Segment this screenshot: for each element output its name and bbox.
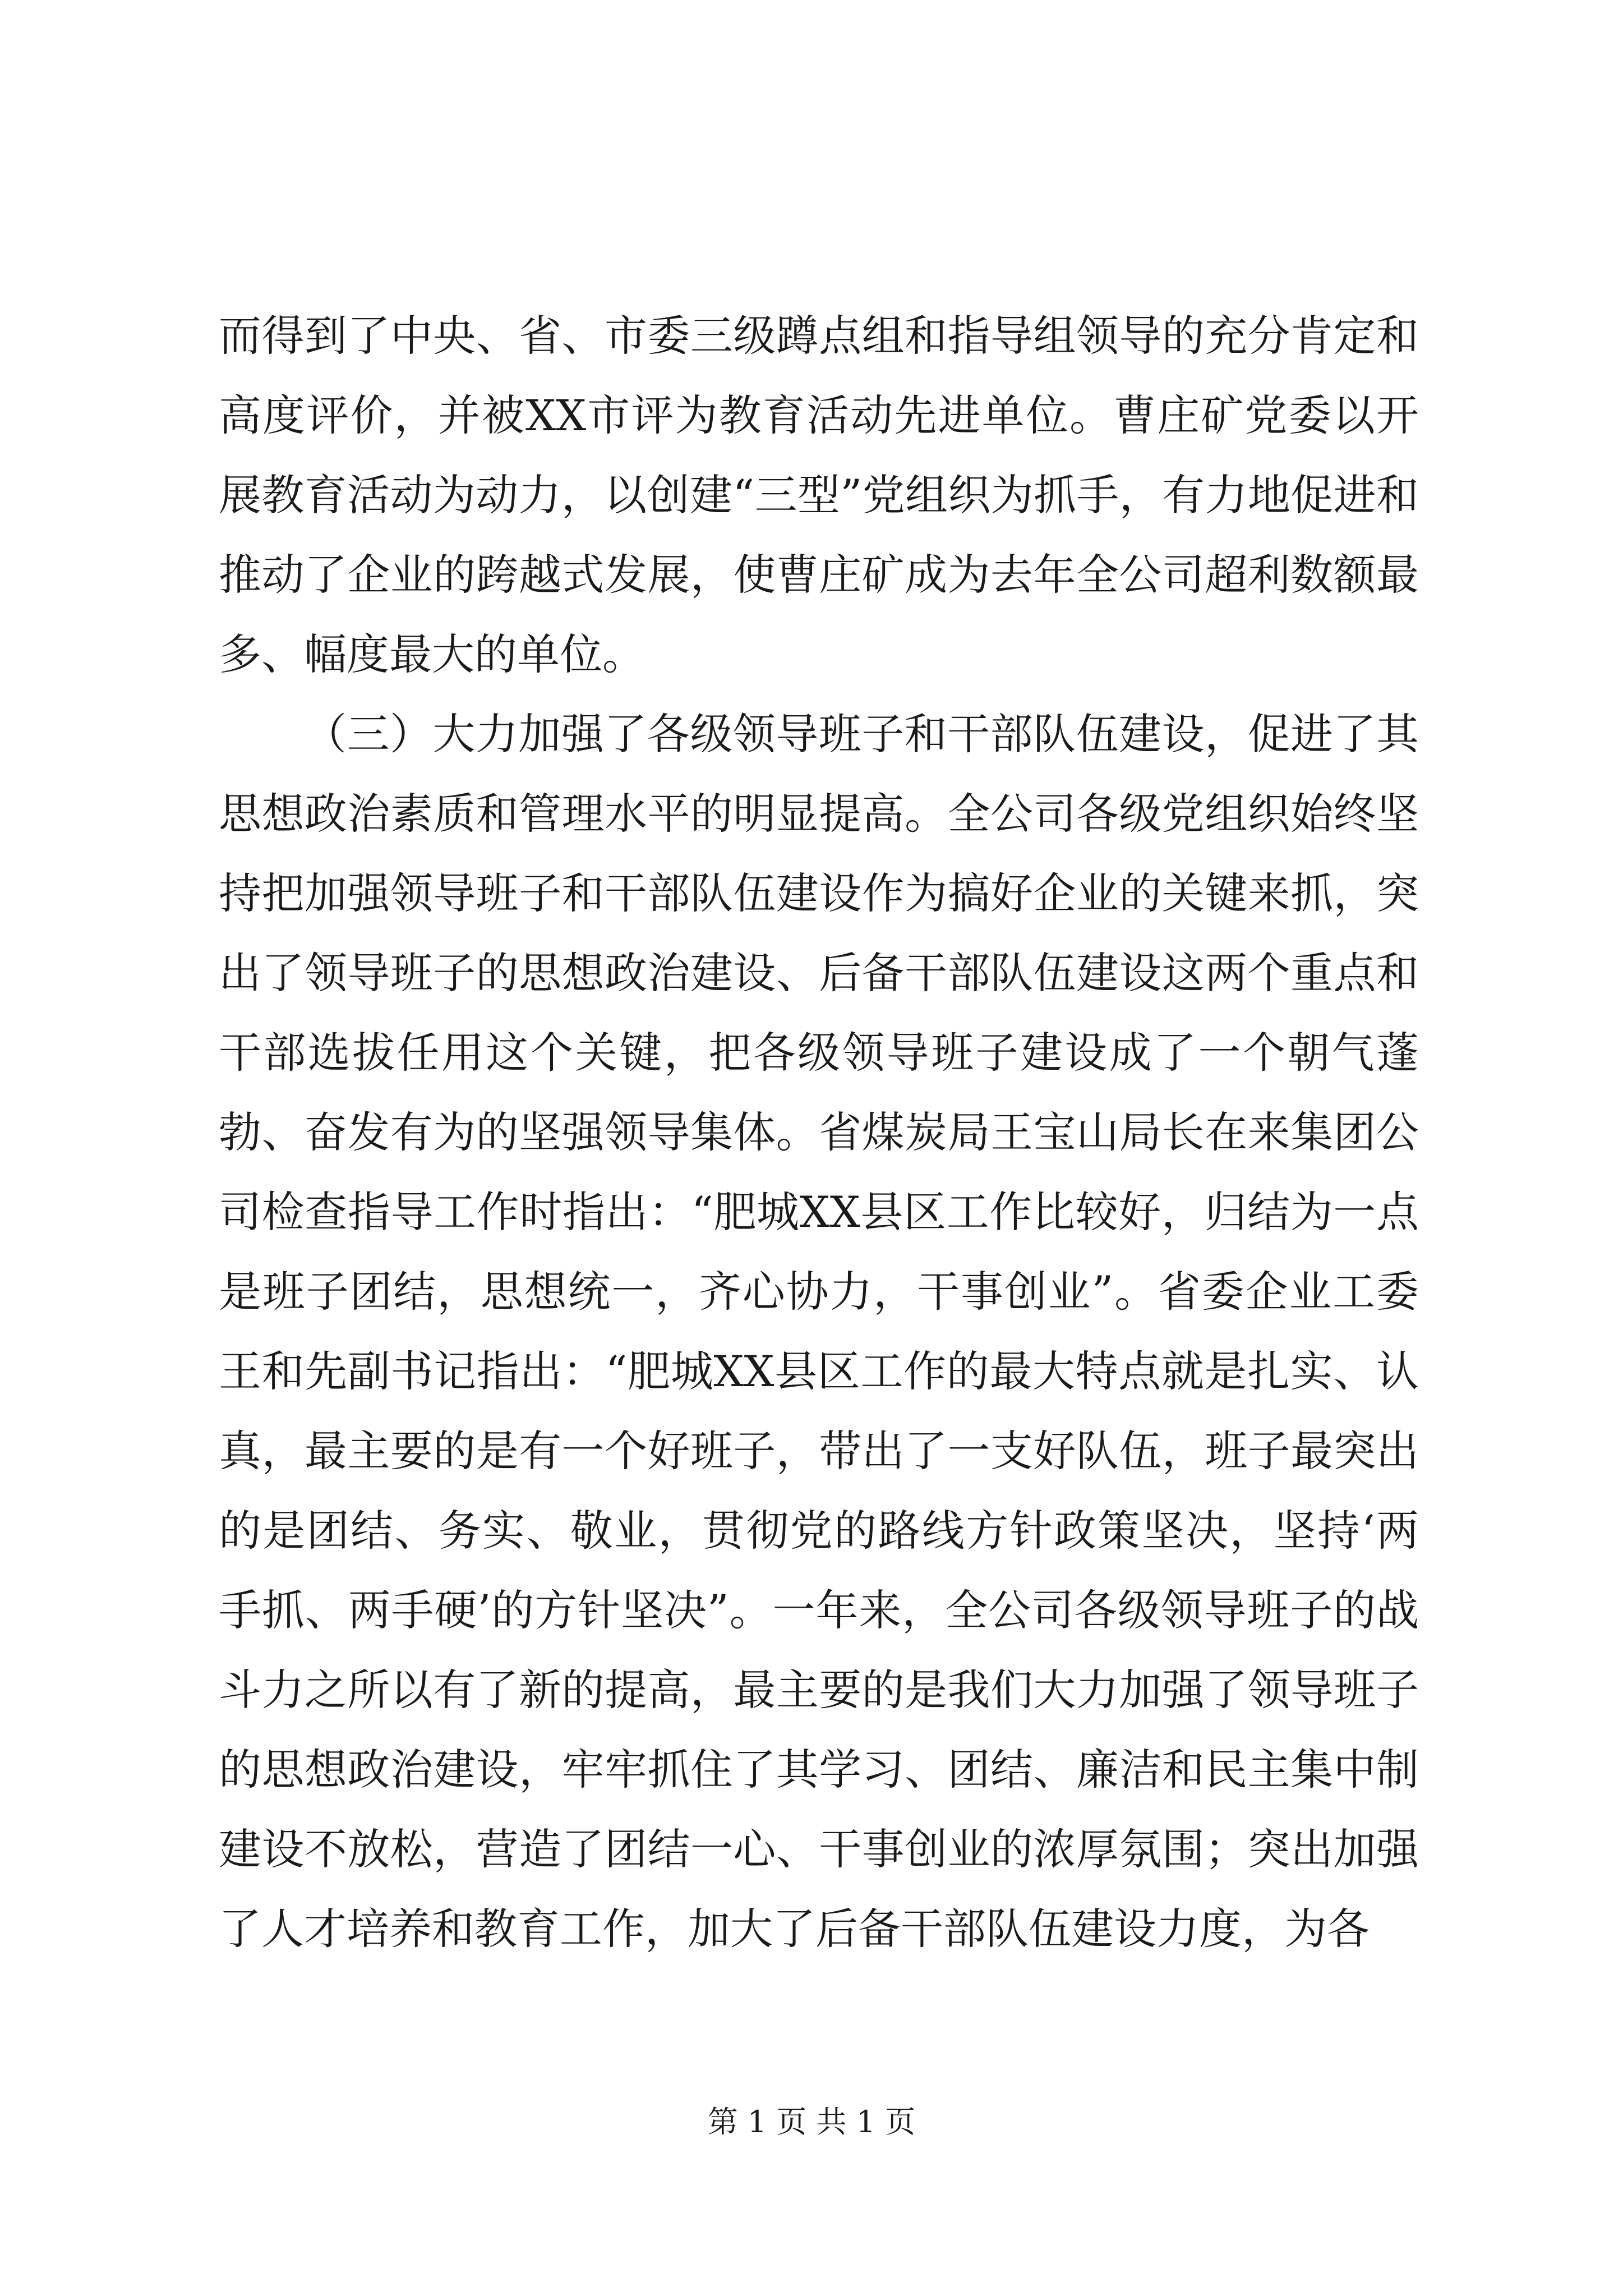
page-number-footer: 第 1 页 共 1 页 xyxy=(707,2104,916,2139)
paragraph-1: 而得到了中央、省、市委三级蹲点组和指导组领导的充分肯定和高度评价，并被XX市评为教育活动先进单位。曹庄矿党委以开展教育活动为动力，以创建“三型”党组织为抓手，有力地促进和推动了企业的跨越式发展，使曹庄矿成为去年全公司超利数额最多、幅度最大的单位。 xyxy=(219,311,1419,679)
document-body xyxy=(219,296,1419,1969)
paragraph-2: （三）大力加强了各级领导班子和干部队伍建设，促进了其思想政治素质和管理水平的明显提高。全公司各级党组织始终坚持把加强领导班子和干部队伍建设作为搞好企业的关键来抓，突出了领导班子的思想政治建设、后备干部队伍建设这两个重点和干部选拔任用这个关键，把各级领导班子建设成了一个朝气蓬勃、奋发有为的坚强领导集体。省煤炭局王宝山局长在来集团公司检查指导工作时指出：“肥城XX县区工作比较好，归结为一点是班子团结，思想统一，齐心协力，干事创业”。省委企业工委王和先副书记指出：“肥城XX县区工作的最大特点就是扎实、认真，最主要的是有一个好班子，带出了一支好队伍，班子最突出的是团结、务实、敬业，贯彻党的路线方针政策坚决，坚持‘两手抓、两手硬’的方针坚决”。一年来，全公司各级领导班子的战斗力之所以有了新的提高，最主要的是我们大力加强了领导班子的思想政治建设，牢牢抓住了其学习、团结、廉洁和民主集中制建设不放松，营造了团结一心、干事创业的浓厚氛围；突出加强了人才培养和教育工作，加大了后备干部队伍建设力度，为各 xyxy=(219,709,1419,1954)
